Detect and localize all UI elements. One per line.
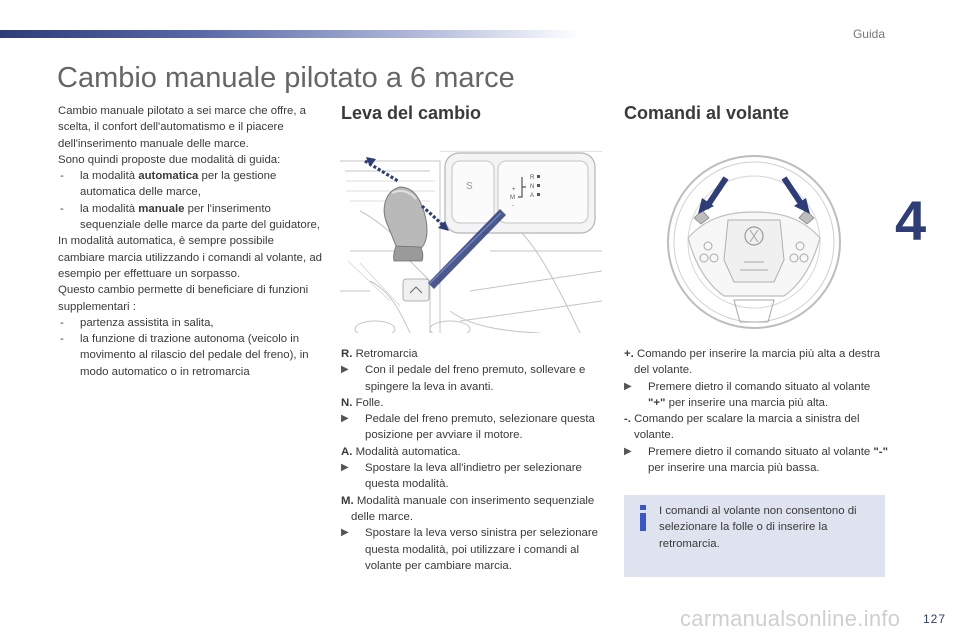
info-box (624, 495, 885, 577)
gate-label-minus: - (512, 203, 514, 209)
info-icon (636, 505, 650, 531)
gear-lever-illustration (340, 151, 602, 333)
intro-paragraph: Cambio manuale pilotato a sei marce che offre, a scelta, il confort dell'automatismo e il piacere dell'inserimento manuale delle marce. (58, 105, 306, 150)
steering-wheel-illustration (664, 150, 844, 332)
step-bullet-icon: ▶ (341, 462, 349, 474)
gear-lever-instructions (341, 346, 606, 574)
position-n: N. Folle. (341, 396, 384, 409)
sport-button-label: S (466, 181, 473, 192)
intro-paragraph: Questo cambio permette di beneficiare di funzioni supplementari : (58, 284, 309, 313)
page-number: 127 (922, 612, 946, 626)
position-r: R. Retromarcia (341, 348, 418, 360)
step-bullet-icon: ▶ (624, 445, 632, 457)
header-gradient-bar (0, 30, 580, 38)
instruction-step: ▶ Spostare la leva all'indietro per selezionare questa modalità. (341, 462, 582, 491)
heading-wheel-controls: Comandi al volante (624, 103, 790, 123)
intro-paragraph: In modalità automatica, è sempre possibile cambiare marcia utilizzando i comandi al volante, ad esempio per effettuare un sorpasso. (58, 235, 323, 280)
step-bullet-icon: ▶ (341, 413, 349, 425)
section-name: Guida (852, 27, 885, 41)
intro-column (58, 103, 323, 380)
gate-label-m: M (510, 195, 515, 201)
info-text: I comandi al volante non consentono di selezionare la folle o di inserire la retromarcia. (659, 505, 857, 550)
heading-gear-lever: Leva del cambio (341, 103, 482, 123)
wheel-controls-instructions (624, 346, 889, 476)
gate-label-r: R (530, 175, 535, 181)
mode-item-automatic: - la modalità automatica per la gestione automatica delle marce, (58, 168, 323, 201)
gate-label-plus: + (512, 187, 516, 193)
instruction-step: ▶ Premere dietro il comando situato al volante "-" per inserire una marcia più bassa. (624, 445, 889, 475)
watermark: carmanualsonline.info (680, 606, 901, 631)
instruction-step: ▶ Pedale del freno premuto, selezionare questa posizione per avviare il motore. (341, 413, 595, 442)
step-bullet-icon: ▶ (341, 527, 349, 539)
step-bullet-icon: ▶ (341, 364, 349, 376)
chapter-number: 4 (895, 189, 927, 252)
gate-label-a: A (530, 193, 535, 199)
position-a: A. Modalità automatica. (341, 445, 461, 458)
instruction-step: ▶ Premere dietro il comando situato al volante "+" per inserire una marcia più alta. (624, 380, 871, 409)
instruction-step: ▶ Con il pedale del freno premuto, sollevare e spingere la leva in avanti. (341, 364, 586, 393)
intro-paragraph: Sono quindi proposte due modalità di guida: (58, 153, 281, 166)
gate-label-n: N (530, 184, 535, 190)
instruction-step: ▶ Spostare la leva verso sinistra per selezionare questa modalità, poi utilizzare i comandi al volante per cambiare marcia. (341, 527, 598, 572)
step-bullet-icon: ▶ (624, 380, 632, 392)
control-minus: -. Comando per scalare la marcia a sinistra del volante. (624, 413, 860, 442)
position-m: M. Modalità manuale con inserimento sequenziale delle marce. (341, 494, 595, 523)
mode-item-manual: - la modalità manuale per l'inserimento sequenziale delle marce da parte del guidatore, (58, 201, 323, 234)
feature-item: - partenza assistita in salita, (58, 315, 323, 331)
control-plus: +. Comando per inserire la marcia più alta a destra del volante. (624, 348, 881, 377)
feature-item: - la funzione di trazione autonoma (veicolo in movimento al rilascio del pedale del freno), in modo automatico o in retromarcia (58, 331, 323, 380)
page-title: Cambio manuale pilotato a 6 marce (57, 62, 515, 94)
